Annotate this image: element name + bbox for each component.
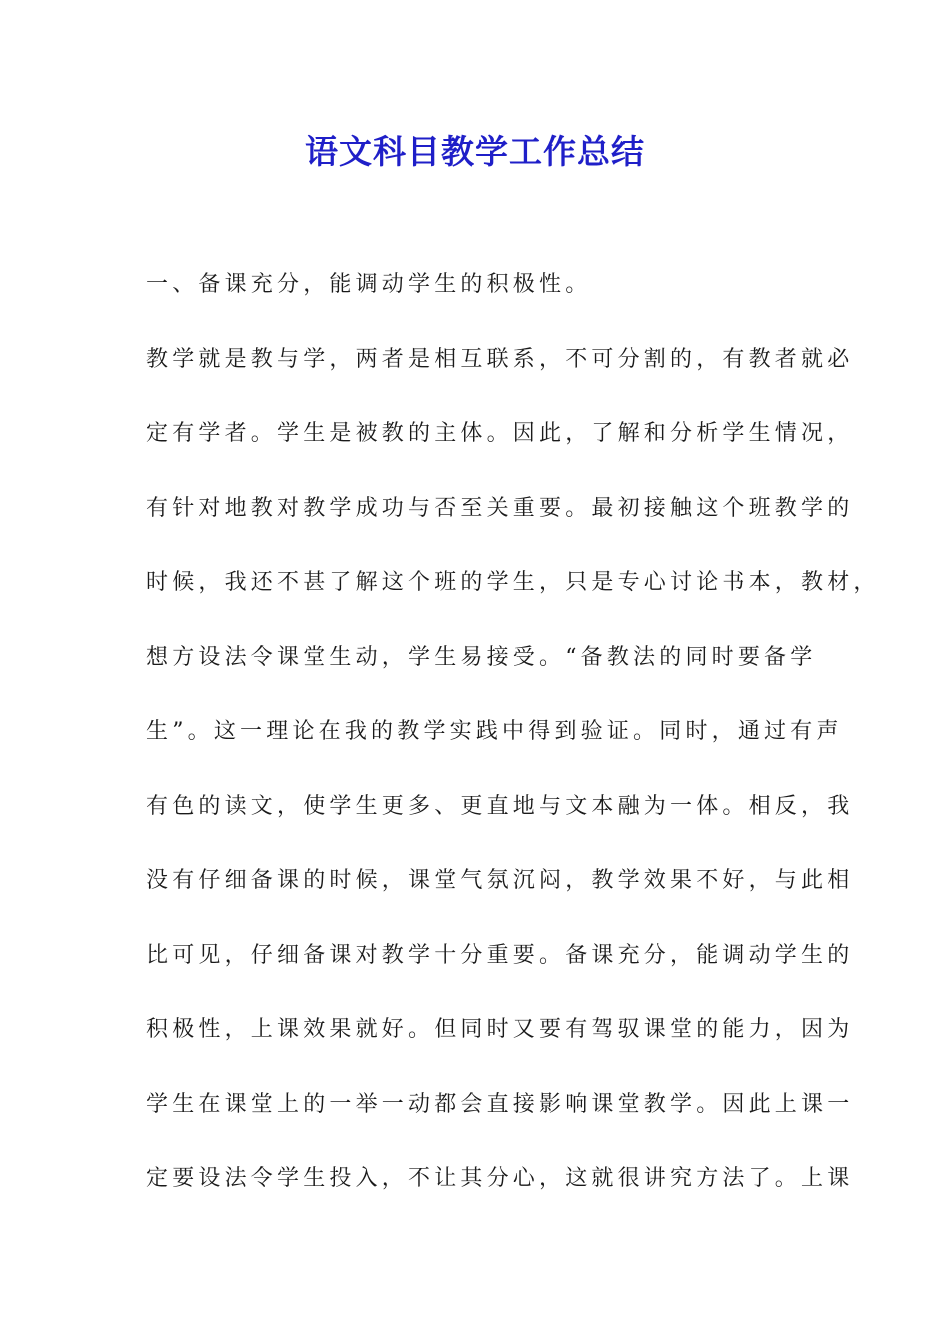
body-line: 定要设法令学生投入，不让其分心，这就很讲究方法了。上课 (146, 1166, 854, 1191)
body-line: 想方设法令课堂生动，学生易接受。“备教法的同时要备学 (146, 644, 817, 670)
body-line: 生”。这一理论在我的教学实践中得到验证。同时，通过有声 (146, 719, 843, 744)
body-line: 教学就是教与学，两者是相互联系，不可分割的，有教者就必 (146, 346, 854, 372)
body-line: 学生在课堂上的一举一动都会直接影响课堂教学。因此上课一 (146, 1091, 854, 1117)
body-line: 有色的读文，使学生更多、更直地与文本融为一体。相反，我 (146, 793, 854, 819)
body-line: 时候，我还不甚了解这个班的学生，只是专心讨论书本，教材， (146, 570, 880, 595)
body-line: 有针对地教对教学成功与否至关重要。最初接触这个班教学的 (146, 495, 854, 521)
body-line: 一、备课充分，能调动学生的积极性。 (146, 272, 592, 297)
body-line: 比可见，仔细备课对教学十分重要。备课充分，能调动学生的 (146, 942, 854, 968)
document-body (146, 262, 880, 1231)
body-line: 没有仔细备课的时候，课堂气氛沉闷，教学效果不好，与此相 (146, 868, 854, 893)
body-line: 定有学者。学生是被教的主体。因此，了解和分析学生情况， (146, 421, 854, 446)
body-line: 积极性，上课效果就好。但同时又要有驾驭课堂的能力，因为 (146, 1017, 854, 1042)
document-title: 语文科目教学工作总结 (305, 132, 645, 171)
